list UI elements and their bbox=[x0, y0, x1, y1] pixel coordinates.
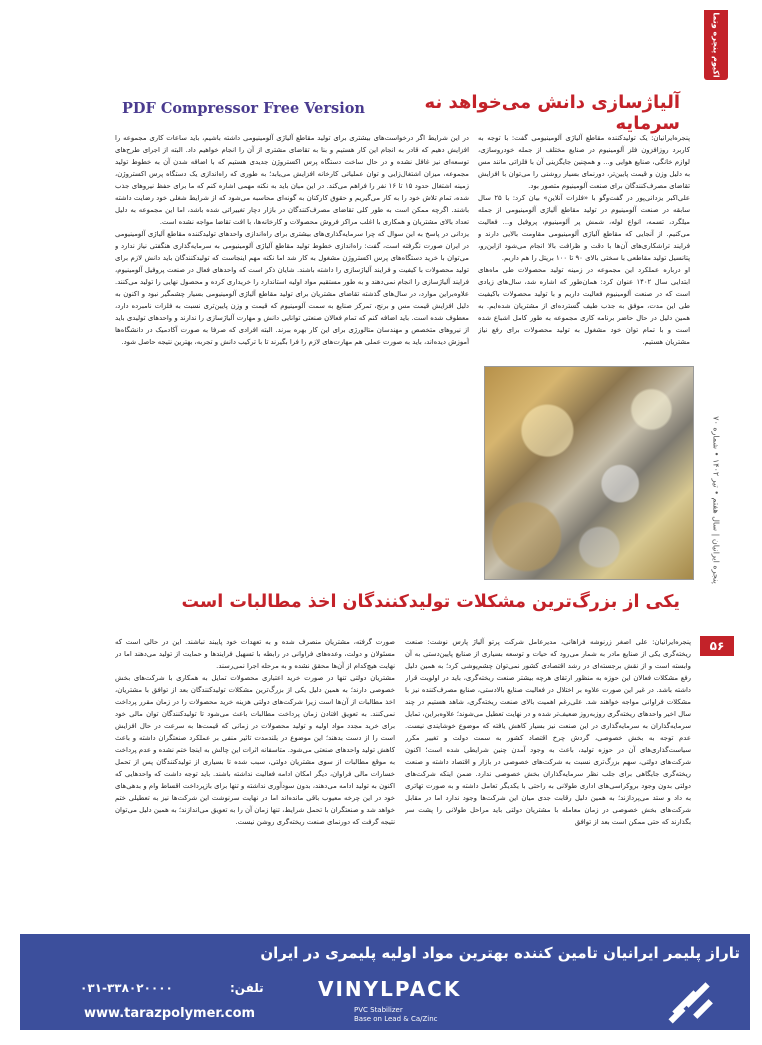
paragraph: او درباره عملکرد این مجموعه در زمینه تولید محصولات طی ماه‌های ابتدایی سال ۱۴۰۲ عنوان کرد: همان‌طور که اشاره شد، سال‌های زیادی است که در صنعت آلومینیوم فعالیت داریم و با تولید محصولات باکیفیت طی این مدت، موفق به جذب طیف گسترده‌ای از مشتریان شده‌ایم. به همین دلیل در حال حاضر برنامه کاری مجموعه به طور کامل اشباع شده است و با تمام توان خود مشغول به تولید محصولات برای رفع نیاز مشتریان هستیم. bbox=[478, 266, 690, 346]
page-number: ۵۶ bbox=[700, 636, 734, 656]
article1-right-column bbox=[478, 132, 690, 354]
ad-brand: VINYLPACK bbox=[318, 977, 462, 1001]
advertisement-banner[interactable] bbox=[20, 934, 750, 1030]
article1-left-column bbox=[115, 132, 469, 578]
ad-title: تاراز پلیمر ایرانیان تامین کننده بهترین مواد اولیه پلیمری در ایران bbox=[260, 944, 740, 962]
article1-title: آلیاژسازی دانش می‌خواهد نه سرمایه bbox=[424, 92, 680, 134]
article2-left-column bbox=[115, 636, 395, 928]
issue-info: پنجره ایرانیان | سال هفتم • تیر ۱۴۰۲ • شماره ۷۰ bbox=[711, 416, 721, 584]
paragraph: یزدانی در پاسخ به این سوال که چرا سرمایه‌گذاری‌های بیشتری برای راه‌اندازی واحدهای تولیدکننده مقاطع آلیاژی آلومینیومی در ایران صورت نگرفته است، گفت: راه‌اندازی خطوط تولید مقاطع آلیاژی آلومینیومی به سرمایه‌گذاری هنگفتی نیاز ندارد و می‌توان با خرید دستگاه‌های پرس اکستروژن مشغول به کار شد اما نکته مهم اینجاست که تولیدکنندگان باید دانش لازم برای تولید محصولات با کیفیت و فرایند آلیاژسازی را داشته باشند. شایان ذکر است که واحدهای فعال در صنعت پروفیل آلومینیوم، فرایند آلیاژسازی را انجام نمی‌دهند و به طور مستقیم مواد اولیه استاندارد را خریداری کرده و محصول نهایی را تولید می‌کنند. علاوه‌براین موارد، در سال‌های گذشته تقاضای مشتریان برای تولید مقاطع آلیاژی آلومینیومی بسیار چشمگیر نبود و اکنون به دلیل افزایش قیمت مس و برنج، تمرکز صنایع به سمت آلومینیوم که قیمت و وزن پایین‌تری نسبت به فلزات نامبرده دارد، معطوف شده است. باید اضافه کنم که تمام فعالان صنعتی توانایی دانش و مهارت آلیاژسازی را ندارند و واحدهای تولیدی باید از نیروهای متخصص و مهندسان متالورژی برای این کار بهره ببرند. البته افرادی که صرفا به صورت آکادمیک در دانشگاه‌ها آموزش دیده‌اند، باید به صورت عملی هم مهارت‌های لازم را فرا بگیرند تا با ترکیب دانش و تجربه، بهترین نتیجه حاصل شود. bbox=[115, 230, 469, 346]
ad-subtitle: PVC Stabilizer bbox=[354, 1006, 403, 1014]
paragraph: در این شرایط اگر درخواست‌های بیشتری برای تولید مقاطع آلیاژی آلومینیومی داشته باشیم، باید ساعات کاری مجموعه را افزایش دهیم که قادر به انجام این کار هستیم و بنا به تقاضای مشتری از آن را انجام خواهیم داد. البته از اجرای طرح‌های توسعه‌ای نیز غافل نشده و در حال ساخت دستگاه پرس اکستروژن جدیدی هستیم که با اضافه شدن آن به خطوط تولید مجموعه، میزان اشتغال‌زایی و توان عملیاتی کارخانه افزایش می‌یابد؛ به طوری که راه‌اندازی یک دستگاه پرس اکستروژن، زمینه اشتغال حدود ۱۵ تا ۱۶ نفر را فراهم می‌کند. در این میان باید به نکته مهمی اشاره کنم که ما برای حفظ نیروهای جذب شده، تمام تلاش خود را به کار می‌گیریم و حقوق کارکنان به گونه‌ای محاسبه می‌شود که از شرایط شغلی خود رضایت داشته باشند. اگرچه ممکن است به طور کلی تقاضای مصرف‌کنندگان در بازار دچار تغییراتی شده باشد، اما این مجموعه به دلیل تعداد بالای مشتریان و همکاری با اغلب مراکز فروش محصولات و کارخانه‌ها، با افت تقاضا مواجه نشده است. bbox=[115, 134, 469, 226]
taraz-polymer-logo-icon bbox=[664, 970, 724, 1026]
ad-subtitle-2: Base on Lead & Ca/Zinc bbox=[354, 1015, 438, 1023]
aluminum-alloy-photo bbox=[484, 366, 694, 580]
paragraph: صورت گرفته، مشتریان منصرف شده و به تعهدات خود پایبند نباشند. این در حالی است که مسئولان و دولت، وعده‌های فراوانی در رابطه با تسهیل فرایندها و حمایت از تولید می‌دهند اما در نهایت هیچ‌کدام از آن‌ها محقق نشده و به مرحله اجرا نمی‌رسند. bbox=[115, 638, 395, 670]
section-tab bbox=[704, 10, 728, 80]
ad-phone[interactable]: ۰۳۱-۳۳۸۰۲۰۰۰۰ bbox=[80, 981, 173, 995]
article2-title: یکی از بزرگ‌ترین مشکلات تولیدکنندگان اخذ مطالبات است bbox=[181, 592, 680, 612]
paragraph: پنجره‌ایرانیان: یک تولیدکننده مقاطع آلیاژی آلومینیومی گفت: با توجه به کاربرد روزافزون فلز آلومینیوم در صنایع مختلف از جمله خودروسازی، لوازم خانگی، صنایع هوایی و... و همچنین جایگزینی آن با فلزاتی مانند مس به دلیل وزن و قیمت پایین‌تر، دورنمای بسیار روشنی را می‌توان با افزایش تقاضای مصرف‌کنندگان برای صنعت آلومینیوم متصور بود. bbox=[478, 134, 690, 190]
paragraph: علی‌اکبر یزدانی‌پور در گفت‌وگو با «فلزات آنلاین» بیان کرد: با ۲۵ سال سابقه در صنعت آلومینیوم در تولید مقاطع آلیاژی آلومینیومی از جمله میلگرد، تسمه، انواع لوله، شمش پر آلومینیوم، پروفیل و... فعالیت می‌کنیم. از آنجایی که مقاطع آلیاژی آلومینیومی مقاومت بالایی دارند و فرایند تراشکاری‌های آن‌ها با دقت و ظرافت بالا انجام می‌شود ازاین‌رو، پتانسیل تولید مقاطعی با سختی بالای ۹۰ تا ۱۰۰ بریتل را هم داریم. bbox=[478, 194, 690, 262]
ad-website-link[interactable]: www.tarazpolymer.com bbox=[84, 1006, 256, 1021]
issue-info-strip bbox=[703, 380, 729, 620]
watermark: PDF Compressor Free Version bbox=[122, 100, 365, 117]
paragraph: پنجره‌ایرانیان: علی اصغر زرنوشه فراهانی، مدیرعامل شرکت پرتو آلیاژ پارس نوشت: صنعت ریخته‌گری یکی از صنایع مادر به شمار می‌رود که حیات و توسعه بسیاری از صنایع پایین‌دستی به آن وابسته است و از نقش برجسته‌ای در رشد اقتصادی کشور نمی‌توان چشم‌پوشی کرد؛ به همین دلیل رفع مشکلات فعالان این حوزه به منظور ارتقای هرچه بیشتر صنعت ریخته‌گری، باید در اولویت قرار داشته باشد. در غیر این صورت علاوه بر اختلال در فعالیت صنایع بالادستی، صنایع مصرف‌کننده نیز با مشکلات فراوانی مواجه خواهند شد. علی‌رغم اهمیت بالای صنعت ریخته‌گری، شاهد هستیم در چند سال اخیر واحدهای ریخته‌گری روزبه‌روز ضعیف‌تر شده و در نهایت تعطیل می‌شوند؛ علاوه‌براین، تمایل سرمایه‌گذاران به سرمایه‌گذاری در این صنعت نیز بسیار کاهش یافته که موضوع خوشایندی نیست. عدم توجه به بخش خصوصی، گردش چرخ اقتصاد کشور به سمت دولت و تغییر مکرر سیاست‌گذاری‌های آن در حوزه تولید، باعث به وجود آمدن چنین شرایطی شده است؛ اکنون شرکت‌های دولتی، سهم بزرگ‌تری نسبت به شرکت‌های خصوصی در بازار و اقتصاد داشته و صنعت ریخته‌گری جایگاهی برای جلب نظر سرمایه‌گذاران بخش خصوصی ندارد. ضمن اینکه شرکت‌های دولتی بدون وجود بروکراسی‌های اداری طولانی به راحتی با یکدیگر تعامل داشته و به صورت تهاتری به داد و ستد می‌پردازند؛ به همین دلیل رقابت جدی میان این شرکت‌ها وجود ندارد اما در مقابل شرکت‌های بخش خصوصی در زمان معامله با مشتریان دولتی باید مراحل طولانی را پشت سر بگذارند که حتی ممکن است بعد از توافق bbox=[405, 638, 691, 826]
article2-right-column bbox=[405, 636, 691, 928]
paragraph: مشتریان دولتی تنها در صورت خرید اعتباری محصولات تمایل به همکاری با شرکت‌های بخش خصوصی دارند؛ به همین دلیل یکی از بزرگ‌ترین مشکلات تولیدکنندگان بعد از توافق با مشتریان، اخذ مطالبات از آن‌ها است زیرا شرکت‌های دولتی هزینه خرید محصولات را در زمان مقرر پرداخت نمی‌کنند. به تعویق افتادن زمان پرداخت مطالبات باعث می‌شود تا تولیدکنندگان توان مالی خود برای خرید مجدد مواد اولیه و تولید محصولات در زمانی که قیمت‌ها به سرعت در حال افزایش است را از دست بدهند؛ این موضوع در بلندمدت تاثیر منفی بر عملکرد صنعتگران داشته و باعث کاهش تولید واحدهای صنعتی می‌شود. متاسفانه اثرات این چالش به اینجا ختم نشده و عدم پرداخت به موقع مطالبات از سوی مشتریان دولتی، سبب شده تا بسیاری از تولیدکنندگان پس از تحمل خسارات مالی فراوان، دیگر امکان ادامه فعالیت نداشته باشند. باید توجه داشت که واحدهایی که اکنون به تولید ادامه می‌دهند، بدون سودآوری نداشته و تنها برای بازپرداخت اقساط وام و بدهی‌های خود در این چرخه معیوب باقی مانده‌اند اما در نهایت سرنوشت این شرکت‌ها نیز به تعطیلی ختم خواهد شد و صنعتگران با تحمل شرایط، تنها زمان آن را به تعویق می‌اندازند؛ به همین دلیل می‌توان نتیجه گرفت که دورنمای صنعت ریخته‌گری روشن نیست. bbox=[115, 674, 395, 826]
ad-phone-label: تلفن: bbox=[230, 981, 264, 995]
section-tab-label: اکیوم پنچره وتما bbox=[711, 12, 721, 78]
